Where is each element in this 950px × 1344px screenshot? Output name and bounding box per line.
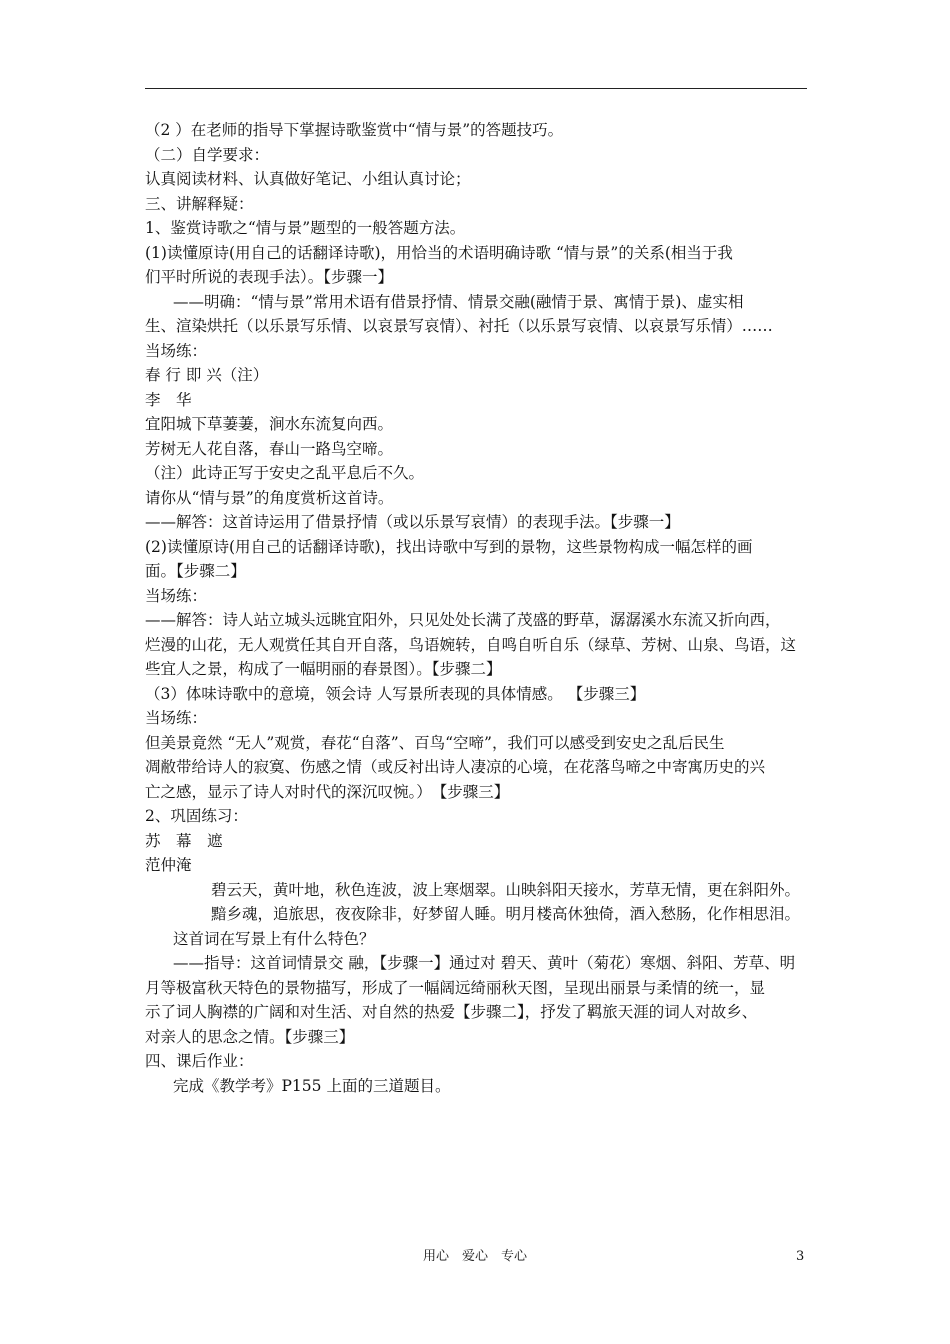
poem-title: 苏 幕 遮 (145, 831, 223, 850)
text-line: （2 ）在老师的指导下掌握诗歌鉴赏中“情与景”的答题技巧。 (145, 121, 564, 139)
poem-line: 碧云天，黄叶地，秋色连波，波上寒烟翠。山映斜阳天接水，芳草无情，更在斜阳外。 (211, 880, 801, 899)
page-number: 3 (796, 1249, 805, 1264)
text-line: 生、渲染烘托（以乐景写乐情、以哀景写哀情）、衬托（以乐景写哀情、以哀景写乐情）…… (145, 317, 773, 335)
poem-title: 春 行 即 兴（注） (145, 366, 269, 384)
text-line: 示了词人胸襟的广阔和对生活、对自然的热爱【步骤二】，抒发了羁旅天涯的词人对故乡、 (145, 1003, 758, 1021)
section-heading: 四、课后作业： (145, 1052, 254, 1070)
poem-line: 芳树无人花自落，春山一路鸟空啼。 (145, 439, 394, 458)
text-line: ——指导：这首词情景交 融，【步骤一】通过对 碧天、黄叶（菊花）寒烟、斜阳、芳草、明 (173, 954, 796, 972)
text-line: 烂漫的山花，无人观赏任其自开自落，鸟语婉转，自鸣自听自乐（绿草、芳树、山泉、鸟语，这 (145, 635, 797, 654)
poem-line: 宜阳城下草萋萋，涧水东流复向西。 (145, 415, 394, 433)
footer-motto: 用心 爱心 专心 (422, 1249, 527, 1264)
text-line: 凋敝带给诗人的寂寞、伤感之情（或反衬出诗人凄凉的心境，在花落鸟啼之中寄寓历史的兴 (145, 758, 766, 776)
text-line: (1)读懂原诗(用自己的话翻译诗歌)，用恰当的术语明确诗歌 “情与景”的关系(相当于我 (145, 243, 733, 262)
text-line: 亡之感，显示了诗人对时代的深沉叹惋。） 【步骤三】 (145, 782, 510, 801)
text-line: ——解答：这首诗运用了借景抒情（或以乐景写哀情）的表现手法。【步骤一】 (145, 513, 680, 531)
poem-author: 范仲淹 (145, 856, 192, 874)
text-line: （3）体味诗歌中的意境，领会诗 人写景所表现的具体情感。 【步骤三】 (145, 684, 646, 703)
text-line: 们平时所说的表现手法）。【步骤一】 (145, 268, 394, 286)
text-line: 面。【步骤二】 (145, 562, 246, 580)
text-line: 当场练： (145, 341, 208, 360)
text-line: ——解答：诗人站立城头远眺宜阳外，只见处处长满了茂盛的野草，潺潺溪水东流又折向西， (145, 611, 781, 629)
text-line: 但美景竟然 “无人”观赏，春花“自落”、百鸟“空啼”，我们可以感受到安史之乱后民生 (145, 733, 725, 752)
text-line: 当场练： (145, 586, 208, 605)
text-line: （二）自学要求： (145, 145, 270, 164)
text-line: 认真阅读材料、认真做好笔记、小组认真讨论； (145, 170, 471, 188)
text-line: 对亲人的思念之情。【步骤三】 (145, 1027, 355, 1046)
header-rule (145, 88, 807, 89)
text-line: 月等极富秋天特色的景物描写，形成了一幅阔远绮丽秋天图，呈现出丽景与柔情的统一，显 (145, 978, 766, 997)
text-line: 完成《教学考》P155 上面的三道题目。 (173, 1076, 451, 1095)
text-line: 1、鉴赏诗歌之“情与景”题型的一般答题方法。 (145, 219, 466, 237)
section-heading: 三、讲解释疑： (145, 194, 254, 213)
text-line: 些宜人之景，构成了一幅明丽的春景图）。【步骤二】 (145, 660, 502, 678)
text-line: 2、巩固练习： (145, 807, 248, 825)
text-line: （注）此诗正写于安史之乱平息后不久。 (145, 464, 425, 482)
text-line: 这首词在写景上有什么特色？ (173, 929, 375, 948)
poem-line: 黯乡魂，追旅思，夜夜除非，好梦留人睡。明月楼高休独倚，酒入愁肠，化作相思泪。 (211, 905, 801, 923)
text-line: 请你从“情与景”的角度赏析这首诗。 (145, 488, 394, 507)
text-line: (2)读懂原诗(用自己的话翻译诗歌)，找出诗歌中写到的景物，这些景物构成一幅怎样的画 (145, 537, 753, 556)
text-line: ——明确：“情与景”常用术语有借景抒情、情景交融(融情于景、寓情于景)、虚实相 (173, 292, 744, 311)
poem-author: 李 华 (145, 390, 192, 409)
text-line: 当场练： (145, 709, 208, 727)
